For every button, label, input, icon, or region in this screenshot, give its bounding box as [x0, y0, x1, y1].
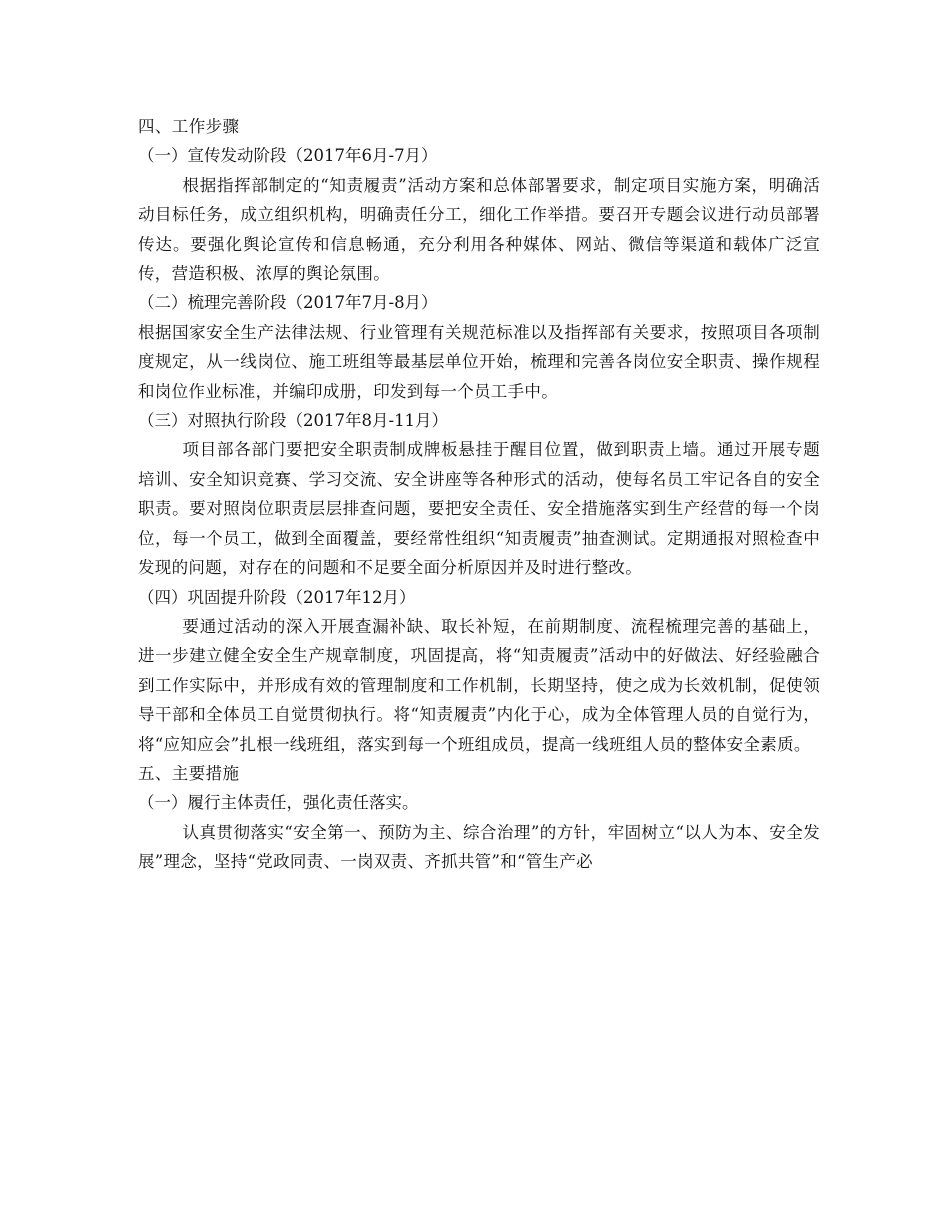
measure-1-title: （一）履行主体责任，强化责任落实。	[138, 793, 419, 813]
stage-3-body: 项目部各部门要把安全职责制成牌板悬挂于醒目位置，做到职责上墙。通过开展专题培训、安全知识竞赛、学习交流、安全讲座等各种形式的活动，使每名员工牢记各自的安全职责。要对照岗位职责层层排查问题，要把安全责任、安全措施落实到生产经营的每一个岗位，每一个员工，做到全面覆盖，要经常性组织“知责履责”抽查测试。定期通报对照检查中发现的问题，对存在的问题和不足要全面分析原因并及时进行整改。	[138, 440, 820, 578]
stage-2-title: （二）梳理完善阶段（2017年7月-8月）	[138, 293, 438, 313]
stage-4-body: 要通过活动的深入开展查漏补缺、取长补短，在前期制度、流程梳理完善的基础上，进一步建立健全安全生产规章制度，巩固提高，将“知责履责”活动中的好做法、好经验融合到工作实际中，并形成有效的管理制度和工作机制，长期坚持，使之成为长效机制，促使领导干部和全体员工自觉贯彻执行。将“知责履责”内化于心，成为全体管理人员的自觉行为，将“应知应会”扎根一线班组，落实到每一个班组成员，提高一线班组人员的整体安全素质。	[138, 616, 820, 754]
stage-1-body: 根据指挥部制定的“知责履责”活动方案和总体部署要求，制定项目实施方案，明确活动目标任务，成立组织机构，明确责任分工，细化工作举措。要召开专题会议进行动员部署传达。要强化舆论宣传和信息畅通，充分利用各种媒体、网站、微信等渠道和载体广泛宣传，营造积极、浓厚的舆论氛围。	[138, 175, 820, 284]
stage-3-title: （三）对照执行阶段（2017年8月-11月）	[138, 411, 449, 431]
measure-1-body: 认真贯彻落实“安全第一、预防为主、综合治理”的方针，牢固树立“以人为本、安全发展”理念，坚持“党政同责、一岗双责、齐抓共管”和“管生产必	[138, 822, 820, 872]
section-4-heading: 四、工作步骤	[138, 117, 240, 136]
stage-1-title: （一）宣传发动阶段（2017年6月-7月）	[138, 146, 438, 166]
stage-4-title: （四）巩固提升阶段（2017年12月）	[138, 587, 416, 607]
stage-2-body: 根据国家安全生产法律法规、行业管理有关规范标准以及指挥部有关要求，按照项目各项制度规定，从一线岗位、施工班组等最基层单位开始，梳理和完善各岗位安全职责、操作规程和岗位作业标准，并编印成册，印发到每一个员工手中。	[138, 322, 820, 401]
section-5-heading: 五、主要措施	[138, 763, 240, 783]
